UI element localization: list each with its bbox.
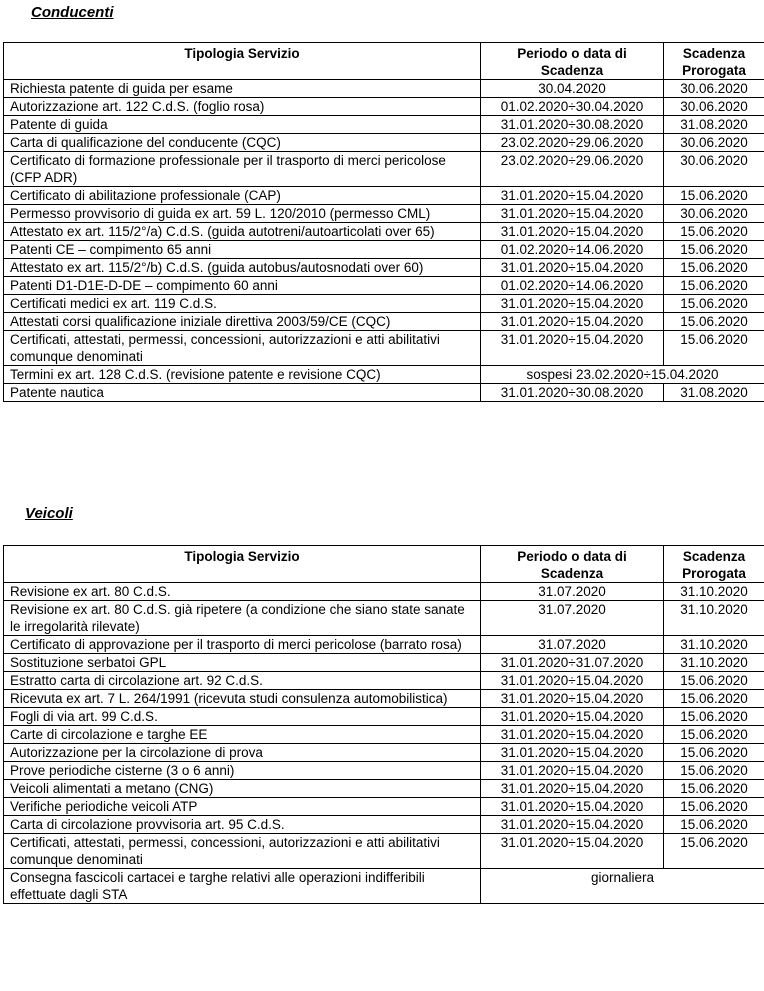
- period-cell: 31.01.2020÷15.04.2020: [481, 798, 664, 816]
- service-cell: Estratto carta di circolazione art. 92 C.d.S.: [4, 672, 481, 690]
- extended-date-cell: 15.06.2020: [664, 708, 764, 726]
- service-cell: Certificato di approvazione per il trasporto di merci pericolose (barrato rosa): [4, 636, 481, 654]
- extended-date-cell: 15.06.2020: [664, 762, 764, 780]
- service-cell: Revisione ex art. 80 C.d.S.: [4, 583, 481, 601]
- extended-date-cell: 31.08.2020: [664, 116, 764, 134]
- period-cell: 23.02.2020÷29.06.2020: [481, 134, 664, 152]
- extended-date-cell: 31.10.2020: [664, 601, 764, 636]
- extended-date-cell: 30.06.2020: [664, 134, 764, 152]
- merged-period-cell: giornaliera: [481, 869, 764, 904]
- service-cell: Attestato ex art. 115/2°/b) C.d.S. (guida autobus/autosnodati over 60): [4, 259, 481, 277]
- table-row: [4, 366, 764, 384]
- extended-date-cell: 15.06.2020: [664, 259, 764, 277]
- extended-date-cell: 15.06.2020: [664, 223, 764, 241]
- table-row: [4, 98, 764, 116]
- service-cell: Termini ex art. 128 C.d.S. (revisione patente e revisione CQC): [4, 366, 481, 384]
- period-cell: 31.01.2020÷15.04.2020: [481, 690, 664, 708]
- table-row: [4, 152, 764, 187]
- extended-date-cell: 30.06.2020: [664, 152, 764, 187]
- table-header-row: [4, 43, 764, 80]
- table-row: [4, 816, 764, 834]
- extended-date-cell: 15.06.2020: [664, 241, 764, 259]
- period-cell: 31.01.2020÷15.04.2020: [481, 780, 664, 798]
- service-cell: Autorizzazione per la circolazione di prova: [4, 744, 481, 762]
- service-cell: Carte di circolazione e targhe EE: [4, 726, 481, 744]
- table-row: [4, 134, 764, 152]
- service-cell: Verifiche periodiche veicoli ATP: [4, 798, 481, 816]
- table-row: [4, 583, 764, 601]
- period-cell: 31.07.2020: [481, 636, 664, 654]
- section-title-veicoli: Veicoli: [25, 505, 73, 522]
- extended-date-cell: 15.06.2020: [664, 834, 764, 869]
- extended-date-cell: 15.06.2020: [664, 744, 764, 762]
- service-cell: Carta di qualificazione del conducente (CQC): [4, 134, 481, 152]
- period-cell: 31.01.2020÷15.04.2020: [481, 187, 664, 205]
- table-row: [4, 259, 764, 277]
- extended-date-cell: 15.06.2020: [664, 780, 764, 798]
- extended-date-cell: 15.06.2020: [664, 726, 764, 744]
- service-cell: Permesso provvisorio di guida ex art. 59 L. 120/2010 (permesso CML): [4, 205, 481, 223]
- section-title-conducenti: Conducenti: [31, 4, 114, 21]
- period-cell: 31.01.2020÷15.04.2020: [481, 259, 664, 277]
- service-cell: Consegna fascicoli cartacei e targhe relativi alle operazioni indifferibili effettuate dagli STA: [4, 869, 481, 904]
- extended-date-cell: 31.10.2020: [664, 654, 764, 672]
- veicoli-table: [3, 545, 764, 904]
- table-row: [4, 80, 764, 98]
- period-cell: 31.01.2020÷15.04.2020: [481, 313, 664, 331]
- extended-date-cell: 15.06.2020: [664, 672, 764, 690]
- extended-date-cell: 30.06.2020: [664, 205, 764, 223]
- service-cell: Patenti D1-D1E-D-DE – compimento 60 anni: [4, 277, 481, 295]
- table-row: [4, 672, 764, 690]
- header-tipologia: Tipologia Servizio: [4, 546, 481, 583]
- period-cell: 31.01.2020÷15.04.2020: [481, 205, 664, 223]
- extended-date-cell: 15.06.2020: [664, 798, 764, 816]
- extended-date-cell: 15.06.2020: [664, 690, 764, 708]
- extended-date-cell: 31.10.2020: [664, 583, 764, 601]
- header-scadenza-prorogata: Scadenza Prorogata: [664, 546, 764, 583]
- service-cell: Certificati, attestati, permessi, concessioni, autorizzazioni e atti abilitativi comunque denominati: [4, 834, 481, 869]
- period-cell: 31.01.2020÷15.04.2020: [481, 744, 664, 762]
- table-row: [4, 277, 764, 295]
- extended-date-cell: 31.10.2020: [664, 636, 764, 654]
- service-cell: Revisione ex art. 80 C.d.S. già ripetere (a condizione che siano state sanate le irregolarità rilevate): [4, 601, 481, 636]
- extended-date-cell: 30.06.2020: [664, 98, 764, 116]
- period-cell: 31.01.2020÷15.04.2020: [481, 816, 664, 834]
- table-row: [4, 762, 764, 780]
- table-header-row: [4, 546, 764, 583]
- period-cell: 31.01.2020÷15.04.2020: [481, 762, 664, 780]
- table-row: [4, 780, 764, 798]
- table-row: [4, 223, 764, 241]
- period-cell: 31.01.2020÷15.04.2020: [481, 331, 664, 366]
- extended-date-cell: 15.06.2020: [664, 816, 764, 834]
- conducenti-table: [3, 42, 764, 402]
- service-cell: Attestati corsi qualificazione iniziale direttiva 2003/59/CE (CQC): [4, 313, 481, 331]
- period-cell: 31.01.2020÷15.04.2020: [481, 726, 664, 744]
- extended-date-cell: 15.06.2020: [664, 277, 764, 295]
- extended-date-cell: 15.06.2020: [664, 331, 764, 366]
- extended-date-cell: 15.06.2020: [664, 313, 764, 331]
- service-cell: Certificato di abilitazione professionale (CAP): [4, 187, 481, 205]
- table-row: [4, 313, 764, 331]
- service-cell: Richiesta patente di guida per esame: [4, 80, 481, 98]
- service-cell: Certificato di formazione professionale per il trasporto di merci pericolose (CFP ADR): [4, 152, 481, 187]
- table-row: [4, 187, 764, 205]
- table-row: [4, 116, 764, 134]
- period-cell: 01.02.2020÷14.06.2020: [481, 241, 664, 259]
- period-cell: 31.01.2020÷15.04.2020: [481, 295, 664, 313]
- period-cell: 01.02.2020÷14.06.2020: [481, 277, 664, 295]
- table-row: [4, 636, 764, 654]
- service-cell: Certificati medici ex art. 119 C.d.S.: [4, 295, 481, 313]
- table-row: [4, 708, 764, 726]
- header-scadenza-prorogata: Scadenza Prorogata: [664, 43, 764, 80]
- service-cell: Attestato ex art. 115/2°/a) C.d.S. (guida autotreni/autoarticolati over 65): [4, 223, 481, 241]
- table-row: [4, 654, 764, 672]
- service-cell: Fogli di via art. 99 C.d.S.: [4, 708, 481, 726]
- period-cell: 31.01.2020÷15.04.2020: [481, 672, 664, 690]
- table-row: [4, 601, 764, 636]
- table-row: [4, 726, 764, 744]
- service-cell: Patente nautica: [4, 384, 481, 402]
- table-row: [4, 690, 764, 708]
- service-cell: Certificati, attestati, permessi, concessioni, autorizzazioni e atti abilitativi comunque denominati: [4, 331, 481, 366]
- period-cell: 31.01.2020÷15.04.2020: [481, 834, 664, 869]
- table-row: [4, 295, 764, 313]
- service-cell: Patenti CE – compimento 65 anni: [4, 241, 481, 259]
- service-cell: Autorizzazione art. 122 C.d.S. (foglio rosa): [4, 98, 481, 116]
- service-cell: Carta di circolazione provvisoria art. 95 C.d.S.: [4, 816, 481, 834]
- period-cell: 23.02.2020÷29.06.2020: [481, 152, 664, 187]
- service-cell: Ricevuta ex art. 7 L. 264/1991 (ricevuta studi consulenza automobilistica): [4, 690, 481, 708]
- extended-date-cell: 15.06.2020: [664, 187, 764, 205]
- header-periodo: Periodo o data di Scadenza: [481, 546, 664, 583]
- period-cell: 31.01.2020÷15.04.2020: [481, 708, 664, 726]
- table-row: [4, 331, 764, 366]
- table-row: [4, 384, 764, 402]
- table-row: [4, 205, 764, 223]
- period-cell: 31.01.2020÷30.08.2020: [481, 116, 664, 134]
- extended-date-cell: 31.08.2020: [664, 384, 764, 402]
- service-cell: Patente di guida: [4, 116, 481, 134]
- period-cell: 31.07.2020: [481, 583, 664, 601]
- table-row: [4, 744, 764, 762]
- period-cell: 31.01.2020÷31.07.2020: [481, 654, 664, 672]
- table-row: [4, 241, 764, 259]
- table-row: [4, 798, 764, 816]
- merged-period-cell: sospesi 23.02.2020÷15.04.2020: [481, 366, 764, 384]
- header-tipologia: Tipologia Servizio: [4, 43, 481, 80]
- period-cell: 30.04.2020: [481, 80, 664, 98]
- header-periodo: Periodo o data di Scadenza: [481, 43, 664, 80]
- period-cell: 31.07.2020: [481, 601, 664, 636]
- extended-date-cell: 15.06.2020: [664, 295, 764, 313]
- service-cell: Veicoli alimentati a metano (CNG): [4, 780, 481, 798]
- extended-date-cell: 30.06.2020: [664, 80, 764, 98]
- table-row: [4, 869, 764, 904]
- period-cell: 01.02.2020÷30.04.2020: [481, 98, 664, 116]
- service-cell: Prove periodiche cisterne (3 o 6 anni): [4, 762, 481, 780]
- service-cell: Sostituzione serbatoi GPL: [4, 654, 481, 672]
- period-cell: 31.01.2020÷30.08.2020: [481, 384, 664, 402]
- table-row: [4, 834, 764, 869]
- period-cell: 31.01.2020÷15.04.2020: [481, 223, 664, 241]
